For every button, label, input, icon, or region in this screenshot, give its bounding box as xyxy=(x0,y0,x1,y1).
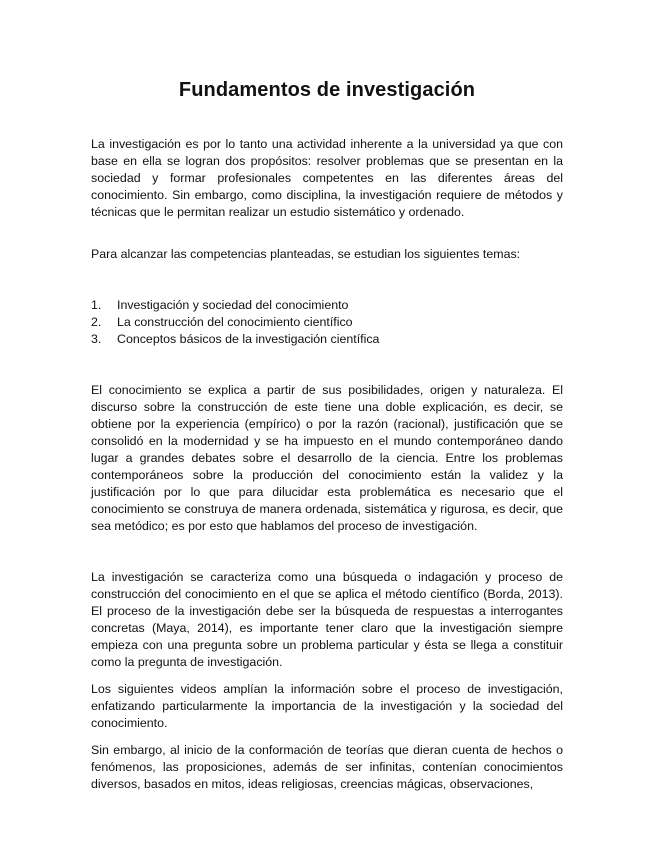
list-item-text: Conceptos básicos de la investigación científica xyxy=(117,332,380,346)
paragraph-videos: Los siguientes videos amplían la información sobre el proceso de investigación, enfatizando particularmente la importancia de la investigación y la sociedad del conocimiento. xyxy=(91,682,563,730)
paragraph-knowledge: El conocimiento se explica a partir de sus posibilidades, origen y naturaleza. El discurso sobre la construcción de este tiene una doble explicación, es decir, se obtiene por la experiencia (empírico) o por la razón (racional), justificación que se consolidó en la modernidad y se ha impuesto en el mundo contemporáneo dando lugar a grandes debates sobre el desarrollo de la ciencia. Entre los problemas contemporáneos sobre la producción del conocimiento están la validez y la justificación por lo que para dilucidar esta problemática es necesario que el conocimiento se construya de manera ordenada, sistemática y rigurosa, es decir, que sea metódico; es por esto que hablamos del proceso de investigación. xyxy=(91,383,563,533)
page-title: Fundamentos de investigación xyxy=(178,79,476,101)
paragraph-competencies: Para alcanzar las competencias planteadas, se estudian los siguientes temas: xyxy=(91,247,521,261)
list-item-text: La construcción del conocimiento científico xyxy=(117,315,353,329)
paragraph-research-definition: La investigación se caracteriza como una búsqueda o indagación y proceso de construcción del conocimiento en el que se aplica el método científico (Borda, 2013). El proceso de la investigación debe ser la búsqueda de respuestas a interrogantes concretas (Maya, 2014), es importante tener claro que la investigación siempre empieza con una pregunta sobre un problema particular y ésta se llega a constituir como la pregunta de investigación. xyxy=(91,570,563,669)
list-item xyxy=(91,297,563,314)
list-item-number: 3. xyxy=(91,332,102,346)
paragraph-intro: La investigación es por lo tanto una actividad inherente a la universidad ya que con base en ella se logran dos propósitos: resolver problemas que se presentan en la sociedad y formar profesionales competentes en las diferentes áreas del conocimiento. Sin embargo, como disciplina, la investigación requiere de métodos y técnicas que le permitan realizar un estudio sistemático y ordenado. xyxy=(91,137,563,219)
list-item xyxy=(91,331,563,348)
list-item-number: 2. xyxy=(91,315,102,329)
topics-list xyxy=(91,297,563,348)
paragraph-theories: Sin embargo, al inicio de la conformación de teorías que dieran cuenta de hechos o fenómenos, las proposiciones, además de ser infinitas, contenían conocimientos diversos, basados en mitos, ideas religiosas, creencias mágicas, observaciones, xyxy=(91,743,563,791)
list-item-number: 1. xyxy=(91,298,102,312)
list-item xyxy=(91,314,563,331)
list-item-text: Investigación y sociedad del conocimiento xyxy=(117,298,349,312)
